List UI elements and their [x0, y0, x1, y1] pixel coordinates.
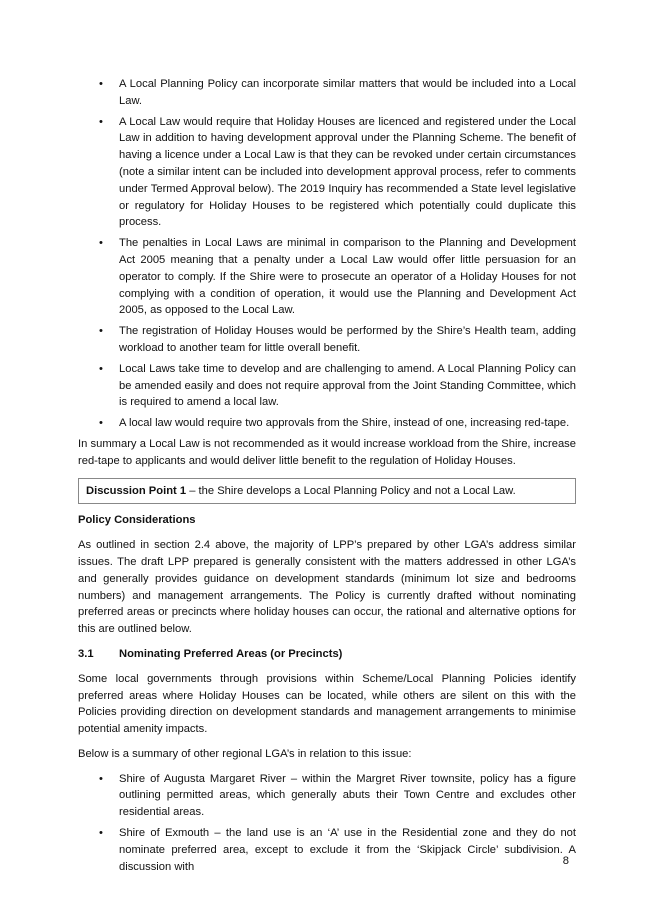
bullet-text: Local Laws take time to develop and are challenging to amend. A Local Planning Policy can be amended easily and does not require approval from the Joint Standing Committee, which is required to amend a local law.: [119, 362, 576, 409]
bullet-text: The registration of Holiday Houses would be performed by the Shire’s Health team, adding workload to another team for little overall benefit.: [119, 325, 576, 354]
discussion-point-text: – the Shire develops a Local Planning Policy and not a Local Law.: [186, 484, 516, 497]
list-item: [78, 235, 576, 319]
list-item: [78, 825, 576, 875]
policy-considerations-heading: Policy Considerations: [78, 514, 196, 527]
bullet-glyph: •: [99, 362, 103, 375]
bullet-text: The penalties in Local Laws are minimal in comparison to the Planning and Development Act 2005 meaning that a penalty under a Local Law would offer little persuasion for an operator to comply. If the Shire were to prosecute an operator of a Holiday Houses for not complying with a condition of operation, it would use the Planning and Development Act 2005, as opposed to the Local Law.: [119, 237, 576, 317]
section-heading: [78, 646, 576, 663]
bullet-glyph: •: [99, 115, 103, 128]
bullet-glyph: •: [99, 78, 103, 90]
bullet-text: A local law would require two approvals from the Shire, instead of one, increasing red-tape.: [119, 417, 570, 430]
bullet-glyph: •: [99, 772, 103, 785]
bullet-glyph: •: [99, 417, 103, 430]
policy-considerations-paragraph: As outlined in section 2.4 above, the majority of LPP’s prepared by other LGA’s address similar issues. The draft LPP prepared is generally consistent with the matters addressed in other LGA’s and generally provides guidance on development standards (minimum lot size and bedrooms numbers) and management arrangements. The Policy is currently drafted without nominating preferred areas or precincts where holiday houses can occur, the rational and alternative options for this are outlined below.: [78, 539, 576, 636]
bullet-text: A Local Planning Policy can incorporate similar matters that would be included into a Local Law.: [119, 78, 576, 107]
list-item: [78, 361, 576, 411]
bullet-glyph: •: [99, 827, 103, 840]
list-item: [78, 114, 576, 232]
page-content: [78, 76, 576, 879]
page-number: 8: [562, 855, 569, 867]
lga-summary-bullet-list: [78, 771, 576, 876]
list-item: [78, 76, 576, 110]
list-item: [78, 323, 576, 357]
summary-paragraph: In summary a Local Law is not recommended as it would increase workload from the Shire, increase red-tape to applicants and would deliver little benefit to the regulation of Holiday Houses.: [78, 437, 576, 467]
list-item: [78, 415, 576, 432]
bullet-glyph: •: [99, 325, 103, 338]
discussion-point-label: Discussion Point 1: [86, 484, 187, 497]
bullet-text: A Local Law would require that Holiday Houses are licenced and registered under the Local Law in addition to having development approval under the Planning Scheme. The benefit of having a licence under a Local Law is that they can be revoked under certain circumstances (note a similar intent can be included into development approval process, refer to comments under Termed Approval below). The 2019 Inquiry has recommended a State level legislative or regulatory for Holiday Houses to be registered which potentially could duplicate this process.: [119, 115, 576, 229]
summary-intro-paragraph: Below is a summary of other regional LGA’s in relation to this issue:: [78, 747, 412, 760]
local-law-bullet-list: [78, 76, 576, 432]
bullet-text: Shire of Exmouth – the land use is an ‘A’ use in the Residential zone and they do not nominate preferred area, except to exclude it from the ‘Skipjack Circle’ subdivision. A discussion with: [119, 827, 576, 873]
discussion-point-box: [78, 478, 576, 505]
bullet-text: Shire of Augusta Margaret River – within the Margret River townsite, policy has a figure outlining permitted areas, which generally abuts their Town Centre and excludes other residential areas.: [119, 772, 576, 819]
section-number: 3.1: [78, 647, 94, 660]
section-paragraph: Some local governments through provisions within Scheme/Local Planning Policies identify preferred areas where Holiday Houses can be located, while others are silent on this with the Policies providing direction on development standards and management arrangements to minimise potential amenity impacts.: [78, 672, 576, 736]
bullet-glyph: •: [99, 237, 103, 250]
list-item: [78, 771, 576, 821]
section-title: Nominating Preferred Areas (or Precincts): [119, 647, 343, 660]
